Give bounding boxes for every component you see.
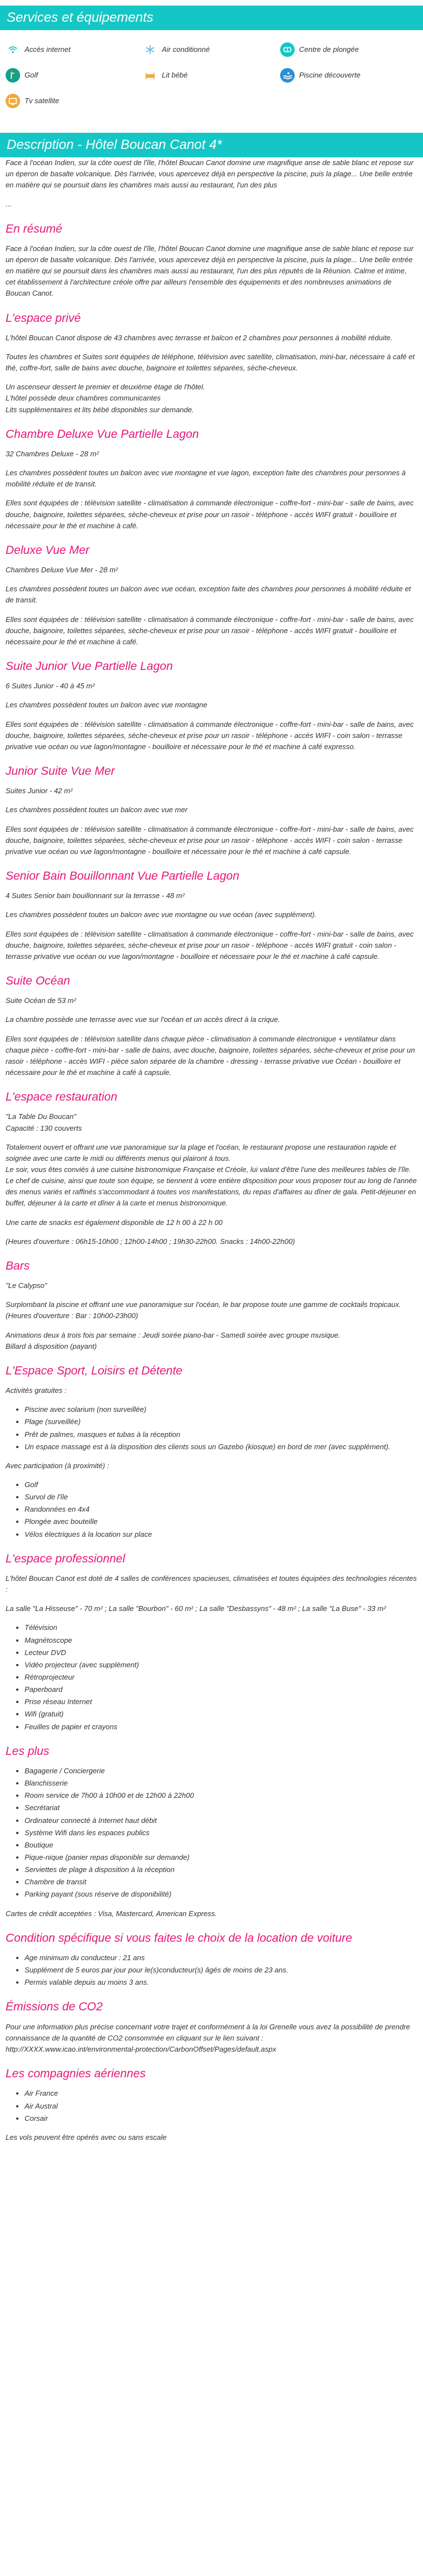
section-paragraph: Les chambres possèdent toutes un balcon avec vue montagne ou vue océan (avec supplément). xyxy=(6,910,317,919)
section-title: L'espace professionnel xyxy=(6,1552,126,1565)
list-item: • Secrétariat xyxy=(25,1802,417,1813)
section-title: En résumé xyxy=(6,222,63,235)
section-paragraph: Animations deux à trois fois par semaine : Jeudi soirée piano-bar - Samedi soirée avec groupe musique. Billard à disposition (payant) xyxy=(6,1330,340,1350)
section xyxy=(6,1744,417,1919)
section xyxy=(6,2066,417,2143)
section-paragraph: Suites Junior - 42 m² xyxy=(6,787,73,795)
list-item: • Room service de 7h00 à 10h00 et de 12h00 à 22h00 xyxy=(25,1790,417,1801)
section-paragraph: Chambres Deluxe Vue Mer - 28 m² xyxy=(6,566,118,575)
service-label: Tv satellite xyxy=(25,96,60,105)
section-paragraph: Une carte de snacks est également disponible de 12 h 00 à 22 h 00 xyxy=(6,1218,223,1227)
list-item: • Un espace massage est à la disposition des clients sous un Gazebo (kiosque) en bord de mer (avec supplément). xyxy=(25,1441,417,1453)
section-title: Suite Océan xyxy=(6,974,70,987)
list-item: • Ordinateur connecté à Internet haut débit xyxy=(25,1815,417,1826)
list-item: • Serviettes de plage à disposition à la réception xyxy=(25,1864,417,1875)
list-item: • Lecteur DVD xyxy=(25,1647,417,1658)
service-item-diving xyxy=(280,42,417,57)
description-content xyxy=(0,157,423,2143)
list-item: • Vidéo projecteur (avec supplément) xyxy=(25,1660,417,1671)
service-label: Air conditionné xyxy=(162,45,210,54)
section-paragraph: Les vols peuvent être opérés avec ou sans escale xyxy=(6,2133,167,2141)
description-header: Description - Hôtel Boucan Canot 4* xyxy=(0,133,423,157)
section-paragraph: "La Table Du Boucan" Capacité : 130 couverts xyxy=(6,1112,82,1132)
section xyxy=(6,1363,417,1540)
service-label: Lit bébé xyxy=(162,70,188,79)
section-title: Bars xyxy=(6,1259,30,1272)
list-item: • Pique-nique (panier repas disponible sur demande) xyxy=(25,1852,417,1863)
bullet-list xyxy=(6,1622,417,1732)
service-label: Piscine découverte xyxy=(299,70,360,79)
bullet-list xyxy=(6,1479,417,1540)
section xyxy=(6,659,417,752)
list-item: • Chambre de transit xyxy=(25,1876,417,1888)
section-paragraph: Avec participation (à proximité) : xyxy=(6,1461,109,1470)
list-item: • Prise réseau Internet xyxy=(25,1696,417,1707)
list-item: • Randonnées en 4x4 xyxy=(25,1504,417,1515)
section-paragraph: Elles sont équipées de : télévision satellite - climatisation à commande électronique - coffre-fort - mini-bar - salle de bains, avec douche, baignoire, toilettes séparées, sèche-cheveux et prise pour un rasoir - téléphone - accès WIFI - coin salon - terrasse privative vue océan ou vue lagon/montagne - bouilloire et nécessaire pour le thé et machine à café capsule. xyxy=(6,824,414,856)
section-paragraph: L'hôtel Boucan Canot est doté de 4 salles de conférences spacieuses, climatisées et toutes équipées des technologies récentes : xyxy=(6,1574,417,1594)
list-item: • Plage (surveillée) xyxy=(25,1416,417,1427)
section xyxy=(6,311,417,416)
section-paragraph: Elles sont équipées de : télévision satellite - climatisation à commande électronique - coffre-fort - mini-bar - salle de bains, avec douche, baignoire, toilettes séparées, sèche-cheveux et prise pour un rasoir - téléphone - accès WIFI - coin salon - terrasse privative vue océan ou vue lagon/montagne - bouilloire et nécessaire pour le thé et machine à café expresso. xyxy=(6,720,414,751)
list-item: • Plongée avec bouteille xyxy=(25,1516,417,1527)
section-title: L'espace privé xyxy=(6,311,81,325)
section-title: Junior Suite Vue Mer xyxy=(6,764,115,778)
list-item: • Boutique xyxy=(25,1840,417,1851)
section xyxy=(6,543,417,648)
section-title: Senior Bain Bouillonnant Vue Partielle Lagon xyxy=(6,869,239,882)
section xyxy=(6,221,417,300)
section-paragraph: (Heures d'ouverture : 06h15-10h00 ; 12h00-14h00 ; 19h30-22h00. Snacks : 14h00-22h00) xyxy=(6,1237,295,1246)
list-item: • Age minimum du conducteur : 21 ans xyxy=(25,1952,417,1964)
list-item: • Télévision xyxy=(25,1622,417,1633)
description-intro: Face à l'océan Indien, sur la côte ouest de l'île, l'hôtel Boucan Canot domine une magnifique anse de sable blanc et repose sur un éperon de basalte volcanique. Dès l'arrivée, vous apercevez déjà en perspective la piscine, puis la plage... Une belle entrée en matière qui se poursuit dans les chambres mais aussi au restaurant, l'un des plus xyxy=(6,158,414,190)
description-intro-ellipsis: ... xyxy=(6,200,12,209)
section-title: Suite Junior Vue Partielle Lagon xyxy=(6,659,173,673)
section-paragraph: Toutes les chambres et Suites sont équipées de téléphone, télévision avec satellite, climatisation, mini-bar, nécessaire à café et thé, coffre-fort, salle de bains avec douche, baignoire et toilettes séparées, sèche-cheveux. xyxy=(6,353,415,373)
section-paragraph: Les chambres possèdent toutes un balcon avec vue montagne xyxy=(6,701,208,710)
list-item: • Prêt de palmes, masques et tubas à la réception xyxy=(25,1429,417,1440)
bullet-list xyxy=(6,1765,417,1900)
list-item: • Blanchisserie xyxy=(25,1778,417,1789)
section-paragraph: Totalement ouvert et offrant une vue panoramique sur la plage et l'océan, le restaurant propose une restauration rapide et soignée avec une carte le midi ou différents menus qui plairont à tous. Le soir, vous êtes conviés à une cuisine bistronomique Française et Créole, lui valant d'être l'une des meilleures tables de l'île. Le chef de cuisine, ainsi que toute son équipe, se tiennent à votre entière disposition pour vous proposer tout au long de l'année des menus variés et raffinés s'accommodant à toutes vos manifestations, du repas d'affaires au dîner de gala. Petit-déjeuner en buffet, déjeuner à la carte et dîner à la carte et menus bistronomique. xyxy=(6,1142,417,1208)
section-paragraph: Elles sont équipées de : télévision satellite - climatisation à commande électronique - coffre-fort - mini-bar - salle de bains, avec douche, baignoire, toilettes séparées, sèche-cheveux et prise pour un rasoir - téléphone - accès WIFI gratuit - coin salon - terrasse privative vue océan ou vue lagon/montagne - bouilloire et nécessaire pour le thé et machine à café capsule. xyxy=(6,929,414,961)
section-paragraph: La chambre possède une terrasse avec vue sur l'océan et un accès direct à la crique. xyxy=(6,1015,280,1024)
section xyxy=(6,1089,417,1247)
list-item: • Air France xyxy=(25,2088,417,2099)
section-paragraph: Les chambres possèdent toutes un balcon avec vue mer xyxy=(6,805,188,814)
section-paragraph: Activités gratuites : xyxy=(6,1386,67,1395)
wifi-icon xyxy=(6,42,20,57)
section-paragraph: Elles sont équipées de : télévision satellite dans chaque pièce - climatisation à commande électronique + ventilateur dans chaque pièce - coffre-fort - mini-bar - salle de bains, avec douche, baignoire, toilettes séparées, sèche-cheveux et prise pour un rasoir - téléphone - accès WIFI - pièce salon séparée de la chambre - dressing - terrasse privative vue Océan - bouilloire et nécessaire pour le thé et machine à café à capsule. xyxy=(6,1034,415,1077)
service-item-tv xyxy=(6,94,143,108)
section xyxy=(6,1999,417,2055)
section-title: Chambre Deluxe Vue Partielle Lagon xyxy=(6,427,199,441)
section xyxy=(6,1258,417,1352)
list-item: • Supplément de 5 euros par jour pour le(s)conducteur(s) âgés de moins de 23 ans. xyxy=(25,1965,417,1976)
section-title: Deluxe Vue Mer xyxy=(6,543,90,557)
section-title: Émissions de CO2 xyxy=(6,2000,103,2014)
bullet-list xyxy=(6,2088,417,2124)
section-paragraph: Un ascenseur dessert le premier et deuxième étage de l'hôtel. L'hôtel possède deux chambres communicantes Lits supplémentaires et lits bébé disponibles sur demande. xyxy=(6,383,205,414)
section-paragraph: Les chambres possèdent toutes un balcon avec vue montagne et vue lagon, exception faite des chambres pour personnes à mobilité réduite et de transit. xyxy=(6,469,406,489)
snowflake-icon xyxy=(143,42,157,57)
section-title: L'espace restauration xyxy=(6,1091,118,1104)
service-item-aircon xyxy=(143,42,280,57)
list-item: • Parking payant (sous réserve de disponibilité) xyxy=(25,1889,417,1900)
section-paragraph: Pour une information plus précise concernant votre trajet et conformément à la loi Grenelle vous avez la possibilité de prendre connaissance de la quantité de CO2 consommée en cliquant sur le lien suivant : http://XXXX.www.icao.int/environmental-protection/CarbonOffset/Pages/default.aspx xyxy=(6,2022,410,2053)
list-item: • Paperboard xyxy=(25,1684,417,1695)
bullet-list xyxy=(6,1404,417,1453)
section xyxy=(6,1931,417,1989)
section-title: Les plus xyxy=(6,1744,50,1758)
section xyxy=(6,973,417,1078)
section-title: L'Espace Sport, Loisirs et Détente xyxy=(6,1364,182,1377)
section-paragraph: Elles sont équipées de : télévision satellite - climatisation à commande électronique - coffre-fort - mini-bar - salle de bains, avec douche, baignoire, toilettes séparées, sèche-cheveux et prise pour un rasoir - téléphone - accès WIFI gratuit - bouilloire et nécessaire pour le thé et machine à café. xyxy=(6,615,414,646)
service-label: Accès internet xyxy=(25,45,71,54)
section-paragraph: Face à l'océan Indien, sur la côte ouest de l'île, l'hôtel Boucan Canot domine une magnifique anse de sable blanc et repose sur un éperon de basalte volcanique. Dès l'arrivée, vous apercevez déjà en perspective la piscine, puis la plage... Une belle entrée en matière qui se poursuit dans les chambres mais aussi au restaurant, l'un des plus réputés de la Réunion. Calme et intime, cet établissement à l'architecture créole offre par ailleurs l'ensemble des équipements et des nombreuses animations de Boucan Canot. xyxy=(6,244,414,298)
section-paragraph: La salle "La Hisseuse" - 70 m² ; La salle "Bourbon" - 60 m² ; La salle "Desbassyns" - 48 m² ; La salle "La Buse" - 33 m² xyxy=(6,1604,386,1613)
section-paragraph: 6 Suites Junior - 40 à 45 m² xyxy=(6,682,95,691)
list-item: • Système Wifi dans les espaces publics xyxy=(25,1827,417,1839)
golf-flag-icon xyxy=(6,68,20,83)
section-paragraph: Suite Océan de 53 m² xyxy=(6,996,76,1005)
service-item-crib xyxy=(143,68,280,83)
crib-icon xyxy=(143,68,157,83)
list-item: • Piscine avec solarium (non surveillée) xyxy=(25,1404,417,1415)
list-item: • Magnétoscope xyxy=(25,1635,417,1646)
bullet-list xyxy=(6,1952,417,1988)
services-grid xyxy=(0,30,423,127)
service-item-golf xyxy=(6,68,143,83)
sections-container xyxy=(6,221,417,2143)
section xyxy=(6,869,417,962)
list-item: • Survol de l'île xyxy=(25,1492,417,1503)
section-title: Condition spécifique si vous faites le choix de la location de voiture xyxy=(6,1931,353,1945)
list-item: • Rétroprojecteur xyxy=(25,1672,417,1683)
section-paragraph: Surplombant la piscine et offrant une vue panoramique sur l'océan, le bar propose toute une gamme de cocktails tropicaux. (Heures d'ouverture : Bar : 10h00-23h00) xyxy=(6,1300,401,1320)
section-paragraph: L'hôtel Boucan Canot dispose de 43 chambres avec terrasse et balcon et 2 chambres pour personnes à mobilité réduite. xyxy=(6,333,393,342)
list-item: • Wifi (gratuit) xyxy=(25,1709,417,1720)
section-paragraph: 4 Suites Senior bain bouillonnant sur la terrasse - 48 m² xyxy=(6,891,185,900)
services-header: Services et équipements xyxy=(0,6,423,30)
list-item: • Bagagerie / Conciergerie xyxy=(25,1765,417,1777)
list-item: • Corsair xyxy=(25,2113,417,2124)
list-item: • Permis valable depuis au moins 3 ans. xyxy=(25,1977,417,1988)
service-item-internet xyxy=(6,42,143,57)
list-item: • Golf xyxy=(25,1479,417,1490)
satellite-tv-icon xyxy=(6,94,20,108)
section-paragraph: Les chambres possèdent toutes un balcon avec vue océan, exception faite des chambres pour personnes à mobilité réduite et de transit. xyxy=(6,585,411,605)
section-paragraph: Cartes de crédit acceptées : Visa, Mastercard, American Express. xyxy=(6,1909,217,1918)
service-label: Centre de plongée xyxy=(299,45,359,54)
list-item: • Feuilles de papier et crayons xyxy=(25,1721,417,1733)
page xyxy=(0,6,423,2168)
list-item: • Vélos électriques à la location sur place xyxy=(25,1529,417,1540)
service-item-pool xyxy=(280,68,417,83)
section xyxy=(6,1551,417,1733)
section-paragraph: Elles sont équipées de : télévision satellite - climatisation à commande électronique - coffre-fort - mini-bar - salle de bains, avec douche, baignoire, toilettes séparées, sèche-cheveux et prise pour un rasoir - téléphone - accès WIFI gratuit - bouilloire et nécessaire pour le thé et machine à café. xyxy=(6,499,414,530)
section-title: Les compagnies aériennes xyxy=(6,2067,146,2081)
section xyxy=(6,427,417,532)
section-paragraph: 32 Chambres Deluxe - 28 m² xyxy=(6,450,99,458)
section-paragraph: "Le Calypso" xyxy=(6,1281,47,1290)
diving-mask-icon xyxy=(280,42,295,57)
service-label: Golf xyxy=(25,70,38,79)
list-item: • Air Austral xyxy=(25,2101,417,2112)
section xyxy=(6,764,417,857)
pool-icon xyxy=(280,68,295,83)
